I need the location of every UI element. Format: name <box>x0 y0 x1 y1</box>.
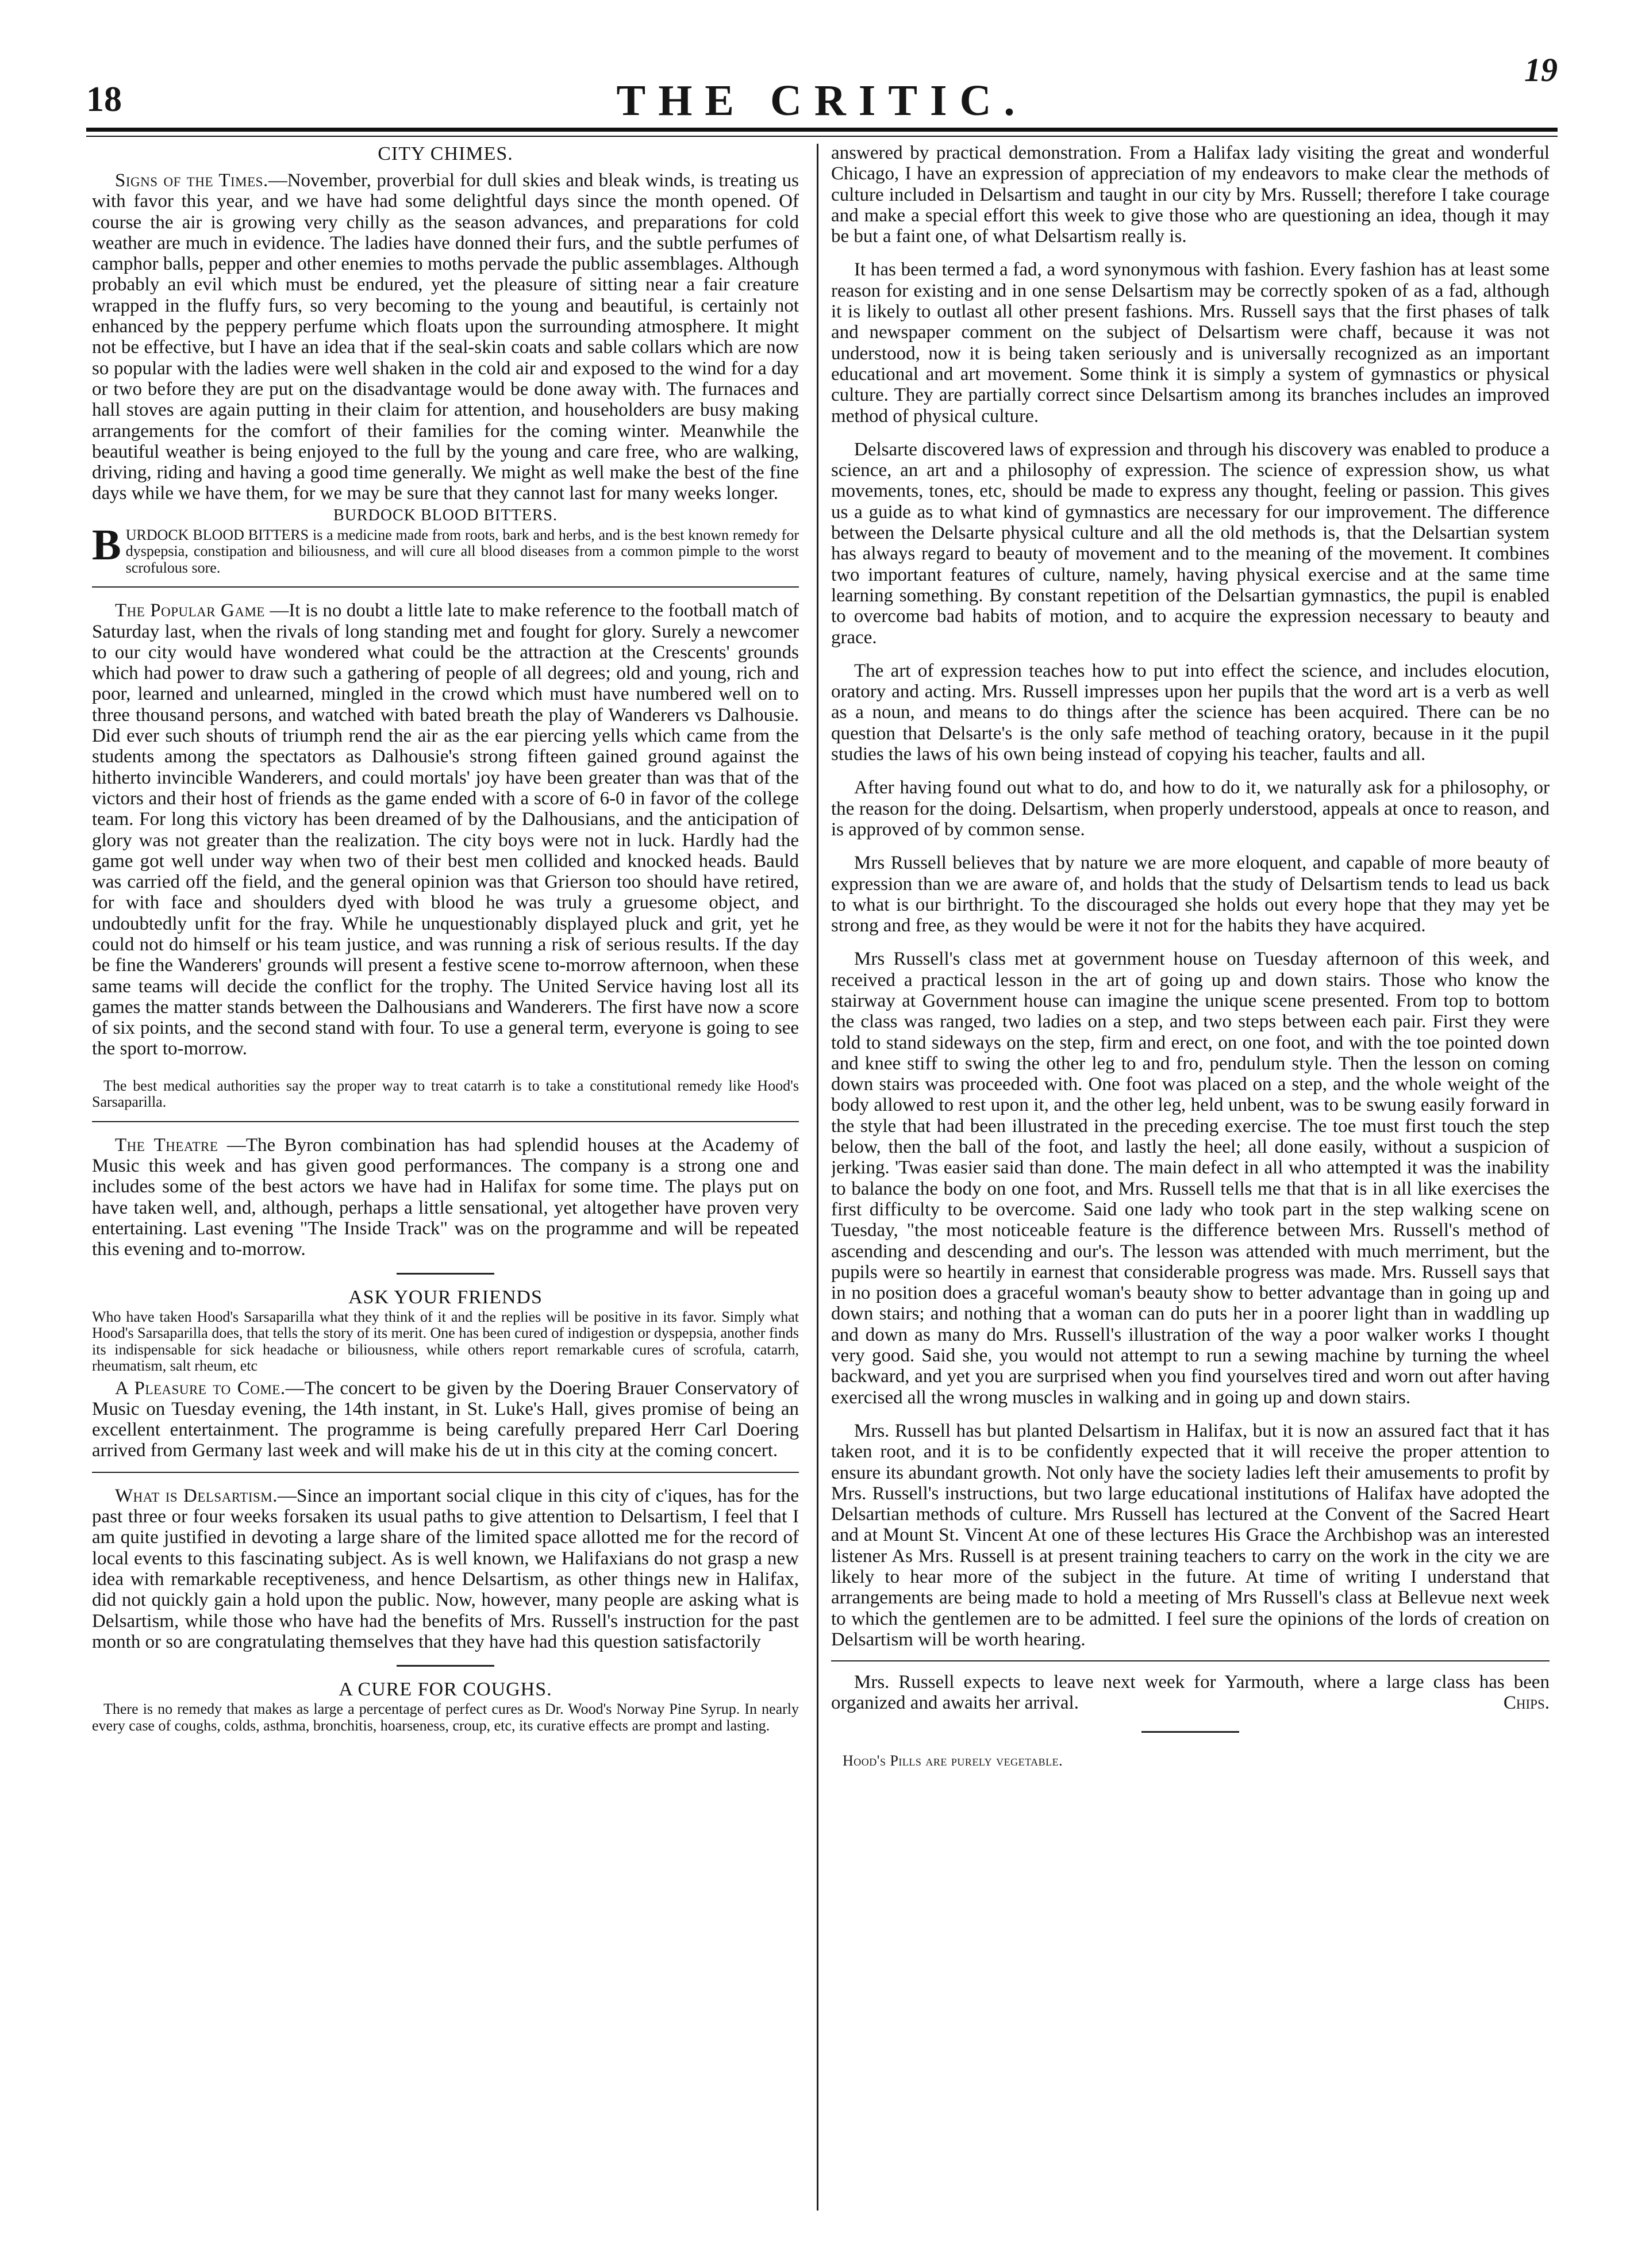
delsartism-paragraph-3: Delsarte discovered laws of expression and through his discovery was enabled to produce a science, an art and a philosophy of expression. The science of expression show, us what movements, tones, etc, should be made to express any thought, feeling or passion. This gives us a guide as to what kind of gymnastics are necessary for our improvement. The difference between the Delsarte physical culture and all the old methods is, that the Delsartian system has always regard to beauty of movement and to the meaning of the movement. It combines two important features of culture, namely, having physical exercise and at the same time learning something. By constant repetition of the Delsartian gymnastics, the pupil is enabled to overcome bad habits of motion, and to acquire the expression necessary to beauty and grace. <box>831 439 1550 648</box>
burdock-text: URDOCK BLOOD BITTERS is a medicine made from roots, bark and herbs, and is the best known remedy for dyspepsia, constipation and biliousness, and will cure all blood diseases from a common pimple to the worst scrofulous sore. <box>125 526 799 576</box>
delsartism-paragraph-6: Mrs Russell believes that by nature we are more eloquent, and capable of more beauty of expression than we are aware of, and holds that the study of Delsartism tends to lead us back to what is our birthright. To the discouraged she holds out every hope that they may yet be strong and free, as they would be were it not for the habits they have acquired. <box>831 853 1550 937</box>
delsartism-paragraph-4: The art of expression teaches how to put into effect the science, and includes elocution, oratory and acting. Mrs. Russell impresses upon her pupils that the word art is a verb as well as a noun, and means to do things after the science has been acquired. There can be no question that Delsarte's is the only safe method of teaching oratory, because in it the pupil studies the laws of his own being instead of copying his teacher, faults and all. <box>831 660 1550 765</box>
theatre-lead: The Theatre <box>115 1134 218 1156</box>
closing-rule <box>831 1660 1550 1661</box>
signs-text: —November, proverbial for dull skies and bleak winds, is treating us with favor this year, and we have had some delightful days since the month opened. Of course the air is growing very chilly as the season advances, and preparations for cold weather are much in evidence. The ladies have donned their furs, and the subtle perfumes of camphor balls, pepper and other enemies to moths pervade the public assemblages. Although probably an evil which must be endured, yet the pleasure of sitting near a fair creature wrapped in the fluffy furs, so very becoming to the young and beautiful, is certainly not enhanced by the peppery perfume which floats upon the surrounding atmosphere. It might not be effective, but I have an idea that if the seal-skin coats and sable collars which are now so popular with the ladies were well shaken in the cold air and exposed to the wind for a day or two before they are put on the disadvantage would be done away with. The furnaces and hall stoves are again putting in their claim for attention, and householders are busy making arrangements for the comfort of their families for the coming winter. Meanwhile the beautiful weather is being enjoyed to the full by the young and care free, who are walking, driving, riding and having a good time generally. We might as well make the best of the fine days while we have them, for we may be sure that they cannot last for many weeks longer. <box>92 170 799 504</box>
page-number: 18 <box>86 80 122 119</box>
signature: Chips. <box>1503 1693 1550 1714</box>
ask-friends-text: Who have taken Hood's Sarsaparilla what they think of it and the replies will be positive in its favor. Simply what Hood's Sarsaparilla does, that tells the story of its merit. One has been cured of indigestion or dyspepsia, another finds its indispensable for sick headache or biliousness, while others report remarkable cures of scrofula, catarrh, rheumatism, salt rheum, etc <box>92 1308 799 1375</box>
delsartism-paragraph-5: After having found out what to do, and how to do it, we naturally ask for a philosophy, or the reason for the doing. Delsartism, when properly understood, appeals at once to reason, and is approved of by common sense. <box>831 777 1550 840</box>
right-column <box>831 143 1550 2212</box>
closing-text: Mrs. Russell expects to leave next week for Yarmouth, where a large class has been organized and awaits her arrival. <box>831 1672 1550 1714</box>
delsartism-lead: What is Delsartism. <box>115 1485 278 1506</box>
header-rule-thick <box>86 128 1558 132</box>
pleasure-lead: A Pleasure to Come. <box>115 1377 286 1399</box>
coughs-text: There is no remedy that makes as large a percentage of perfect cures as Dr. Wood's Norway Pine Syrup. In nearly every case of coughs, colds, asthma, bronchitis, hoarseness, croup, etc, its curative effects are prompt and lasting. <box>92 1701 799 1734</box>
footer-rule <box>1141 1731 1239 1733</box>
hoods-pills-note: Hood's Pills are purely vegetable. <box>843 1752 1063 1769</box>
burdock-rule <box>92 586 799 588</box>
delsartism-paragraph-7: Mrs Russell's class met at government house on Tuesday afternoon of this week, and received a practical lesson in the art of going up and down stairs. Those who know the stairway at Government house can imagine the unique scene presented. From top to bottom the class was ranged, two ladies on a step, and two steps between each pair. First they were told to stand sideways on the step, firm and erect, on one foot, and with the toe pointed down and knee stiff to swing the other leg to and fro, pendulum style. Then the lesson on coming down stairs was proceeded with. One foot was placed on a step, and the whole weight of the body allowed to rest upon it, and the other leg, held unbent, was to be swung easily forward in the style that had been illustrated in the preceding exercise. The toe must first touch the step below, then the ball of the foot, and lastly the heel; all done easily, without a suspicion of jerking. 'Twas easier said than done. The main defect in all who attempted it was the inability to balance the body on one foot, and Mrs. Russell tells me that that is in all like exercises the first difficulty to be overcome. Said one lady who took part in the step walking scene on Tuesday, "the most noticeable feature is the difference between Mrs. Russell's method of ascending and descending and our's. The lesson was attended with much merriment, but the pupils were so heartily in earnest that considerable progress was made. Mrs. Russell says that in no position does a graceful woman's beauty show to better advantage than in going up and down stairs; and nothing that a woman can do puts her in a poorer light than in waddling up and down as many do Mrs. Russell's illustration of the way a poor walker works I thought very good. Said she, you would not attempt to run a sewing machine by turning the wheel backward, and yet you are surprised when you find yourselves tired and worn out after having exercised all the wrong muscles in walking and in going up and down stairs. <box>831 949 1550 1408</box>
left-column <box>92 143 799 2212</box>
delsartism-paragraph-1: answered by practical demonstration. From a Halifax lady visiting the great and wonderful Chicago, I have an expression of appreciation of my endeavors to make clear the methods of culture included in Delsartism and taught in our city by Mrs. Russell; therefore I take courage and make a special effort this week to give those who are questioning an idea, though it may be but a faint one, of what Delsartism really is. <box>831 143 1550 247</box>
delsartism-rule <box>397 1665 494 1667</box>
signs-of-the-times-paragraph <box>92 170 799 504</box>
masthead <box>86 51 1558 125</box>
pleasure-text: —The concert to be given by the Doering Brauer Conservatory of Music on Tuesday evening, the 14th instant, in St. Luke's Hall, gives promise of being an excellent entertainment. The programme is being carefully prepared Herr Carl Doering arrived from Germany last week and will make his de ut in this city at the coming concert. <box>92 1377 799 1461</box>
catarrh-notice: The best medical authorities say the proper way to treat catarrh is to take a constitutional remedy like Hood's Sarsaparilla. <box>92 1077 799 1111</box>
ask-friends-heading: ASK YOUR FRIENDS <box>348 1286 543 1308</box>
handwritten-page-mark: 19 <box>1524 51 1558 89</box>
signs-lead: Signs of the Times. <box>115 170 268 191</box>
city-chimes-heading: CITY CHIMES. <box>378 143 513 164</box>
closing-paragraph <box>831 1672 1550 1714</box>
delsartism-intro-paragraph <box>92 1486 799 1652</box>
burdock-heading: BURDOCK BLOOD BITTERS. <box>333 506 558 524</box>
catarrh-rule <box>92 1121 799 1122</box>
publication-title: THE CRITIC. <box>616 76 1028 125</box>
delsartism-paragraph-2: It has been termed a fad, a word synonymous with fashion. Every fashion has at least some reason for existing and in one sense Delsartism may be correctly spoken of as a fad, although it is likely to outlast all other present fashions. Mrs. Russell says that the first phases of talk and newspaper comment on the subject of Delsartism were chaff, because it was not understood, now it is being taken seriously and is universally recognized as an important educational and art movement. Some think it is simply a system of gymnastics or physical culture. They are partially correct since Delsartism among its branches includes an improved method of physical culture. <box>831 259 1550 427</box>
theatre-paragraph <box>92 1135 799 1260</box>
coughs-heading: A CURE FOR COUGHS. <box>339 1679 552 1701</box>
delsartism-paragraph-8: Mrs. Russell has but planted Delsartism in Halifax, but it is now an assured fact that it has taken root, and it is to be confidently expected that it will receive the proper attention to ensure its abundant growth. Not only have the society ladies left their amusements to profit by Mrs. Russell's instructions, but two large educational institutions of Halifax have adopted the Delsartian methods of culture. Mrs Russell has lectured at the Convent of the Sacred Heart and at Mount St. Vincent At one of these lectures His Grace the Archbishop was an interested listener As Mrs. Russell is at present training teachers to carry on the work in the city we are likely to hear more of the subject in the future. At time of writing I understand that arrangements are being made to hold a meeting of Mrs Russell's class at Bellevue next week to which the gentlemen are to be admitted. I feel sure the opinions of the lords of creation on Delsartism will be worth hearing. <box>831 1420 1550 1650</box>
header-rule-thin <box>86 136 1558 137</box>
column-divider <box>817 144 818 2211</box>
popular-game-paragraph <box>92 600 799 1060</box>
delsartism-text: —Since an important social clique in this city of c'iques, has for the past three or four weeks forsaken its usual paths to give attention to Delsartism, I feel that I am quite justified in devoting a large share of the limited space allotted me for the record of local events to this fascinating subject. As is well known, we Halifaxians do not grasp a new idea with remarkable receptiveness, and hence Delsartism, as other things new in Halifax, did not quickly gain a hold upon the public. Now, however, many people are asking what is Delsartism, while those who have had the benefits of Mrs. Russell's instruction for the past month or so are congratulating themselves that they have had this question satisfactorily <box>92 1485 799 1652</box>
popular-game-text: —It is no doubt a little late to make reference to the football match of Saturday last, when the rivals of long standing met and fought for glory. Surely a newcomer to our city would have wondered what could be the attraction at the Crescents' grounds which had power to draw such a gathering of people of all degrees; old and young, rich and poor, learned and unlearned, mingled in the crowd which must have numbered well on to three thousand persons, and watched with bated breath the play of Wanderers vs Dalhousie. Did ever such shouts of triumph rend the air as the ear piercing yells which came from the students among the spectators as Dalhousie's strong fifteen gained ground against the hitherto invincible Wanderers, and could mortals' joy have been greater than was that of the victors and their host of friends as the game ended with a score of 6-0 in favor of the college team. For long this victory has been dreamed of by the Dalhousians, and the anticipation of glory was not greater than the realization. The city boys were not in luck. Hardly had the game got well under way when two of their best men collided and knocked heads. Bauld was carried off the field, and the general opinion was that Grierson too should have retired, for with face and shoulders dyed with blood he was truly a gruesome object, and undoubtedly unfit for the fray. While he unquestionably displayed pluck and grit, yet he could not do himself or his team justice, and was running a risk of serious results. If the day be fine the Wanderers' grounds will present a festive scene to-morrow afternoon, when these same teams will decide the conflict for the trophy. The United Service having lost all its games the matter stands between the Dalhousians and Wanderers. The first have now a score of six points, and the second stand with four. To use a general term, everyone is going to see the sport to-morrow. <box>92 600 799 1060</box>
burdock-ad <box>92 520 799 577</box>
theatre-rule <box>397 1273 494 1275</box>
pleasure-paragraph <box>92 1378 799 1461</box>
pleasure-rule <box>92 1472 799 1473</box>
theatre-text: —The Byron combination has had splendid houses at the Academy of Music this week and has given good performances. The company is a strong one and includes some of the best actors we have had in Halifax for some time. The plays put on have taken well, and, although, perhaps a little sensational, yet altogether have proven very entertaining. Last evening "The Inside Track" was on the programme and will be repeated this evening and to-morrow. <box>92 1134 799 1260</box>
popular-game-lead: The Popular Game <box>115 600 265 621</box>
burdock-dropcap: B <box>92 520 121 569</box>
